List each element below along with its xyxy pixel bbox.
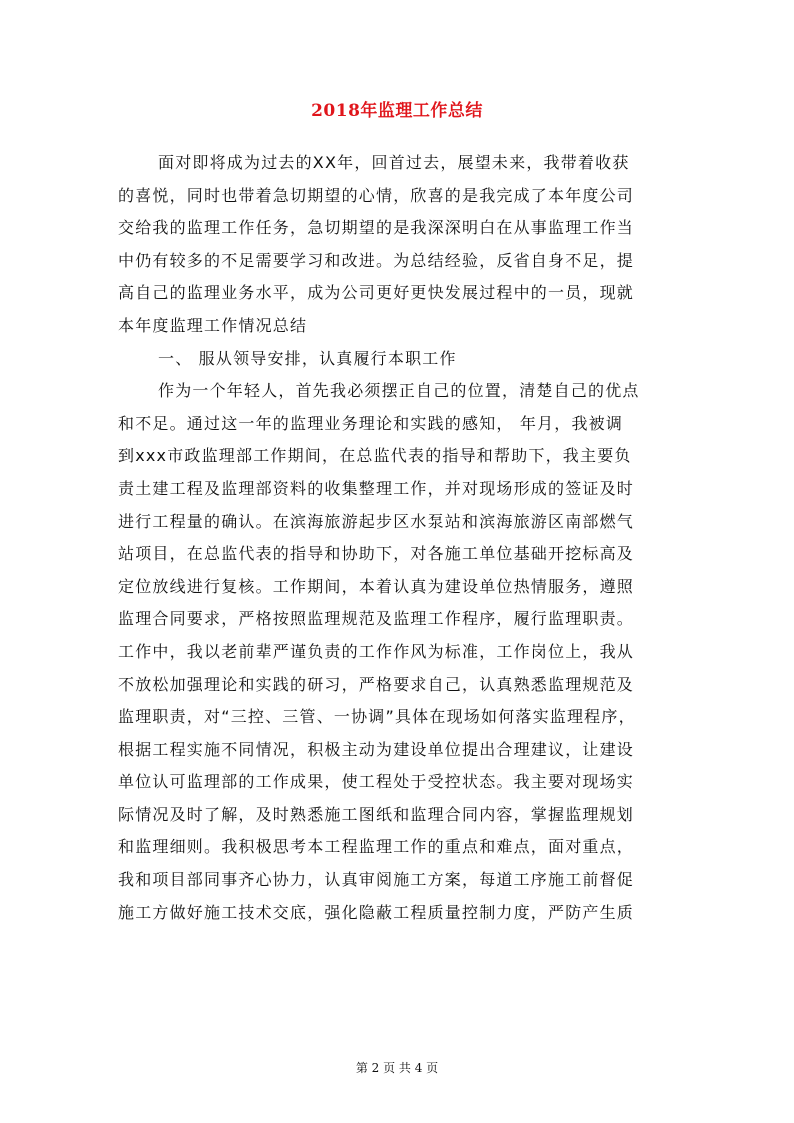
paragraph-line: 不放松加强理论和实践的研习，严格要求自己，认真熟悉监理规范及 (118, 674, 635, 694)
paragraph-line: 面对即将成为过去的XX年，回首过去，展望未来，我带着收获 (158, 153, 630, 172)
document-title: 2018年监理工作总结 (311, 101, 483, 121)
paragraph-line: 监理合同要求，严格按照监理规范及监理工作程序，履行监理职责。 (118, 609, 635, 629)
document-body (118, 147, 678, 929)
paragraph-line: 站项目，在总监代表的指导和协助下，对各施工单位基础开挖标高及 (118, 544, 635, 564)
page-number: 第 2 页 共 4 页 (355, 1061, 439, 1075)
paragraph-line: 中仍有较多的不足需要学习和改进。为总结经验，反省自身不足，提 (118, 250, 635, 270)
paragraph-line: 单位认可监理部的工作成果，使工程处于受控状态。我主要对现场实 (118, 772, 635, 792)
paragraph-line: 和监理细则。我积极思考本工程监理工作的重点和难点，面对重点， (118, 837, 635, 857)
paragraph-line: 和不足。通过这一年的监理业务理论和实践的感知， 年月，我被调 (118, 413, 624, 433)
paragraph-line: 施工方做好施工技术交底，强化隐蔽工程质量控制力度，严防产生质 (118, 902, 635, 922)
paragraph-line: 责土建工程及监理部资料的收集整理工作，并对现场形成的签证及时 (118, 478, 635, 498)
paragraph-line: 作为一个年轻人，首先我必须摆正自己的位置，清楚自己的优点 (158, 381, 640, 401)
paragraph-line: 根据工程实施不同情况，积极主动为建设单位提出合理建议，让建设 (118, 739, 635, 759)
section-heading: 一、 服从领导安排，认真履行本职工作 (158, 348, 457, 368)
paragraph-line: 进行工程量的确认。在滨海旅游起步区水泵站和滨海旅游区南部燃气 (118, 511, 635, 531)
paragraph-line: 际情况及时了解，及时熟悉施工图纸和监理合同内容，掌握监理规划 (118, 804, 635, 824)
paragraph-line: 工作中，我以老前辈严谨负责的工作作风为标准，工作岗位上，我从 (118, 641, 635, 661)
paragraph-line: 交给我的监理工作任务，急切期望的是我深深明白在从事监理工作当 (118, 218, 635, 238)
paragraph-line: 本年度监理工作情况总结 (118, 315, 308, 335)
paragraph-line: 监理职责，对“三控、三管、一协调”具体在现场如何落实监理程序， (118, 707, 636, 727)
paragraph-line: 的喜悦，同时也带着急切期望的心情，欣喜的是我完成了本年度公司 (118, 185, 635, 205)
paragraph-line: 我和项目部同事齐心协力，认真审阅施工方案，每道工序施工前督促 (118, 870, 635, 890)
paragraph-line: 定位放线进行复核。工作期间，本着认真为建设单位热情服务，遵照 (118, 576, 635, 596)
paragraph-line: 到xxx市政监理部工作期间，在总监代表的指导和帮助下，我主要负 (118, 446, 632, 466)
paragraph-line: 高自己的监理业务水平，成为公司更好更快发展过程中的一员，现就 (118, 283, 635, 303)
